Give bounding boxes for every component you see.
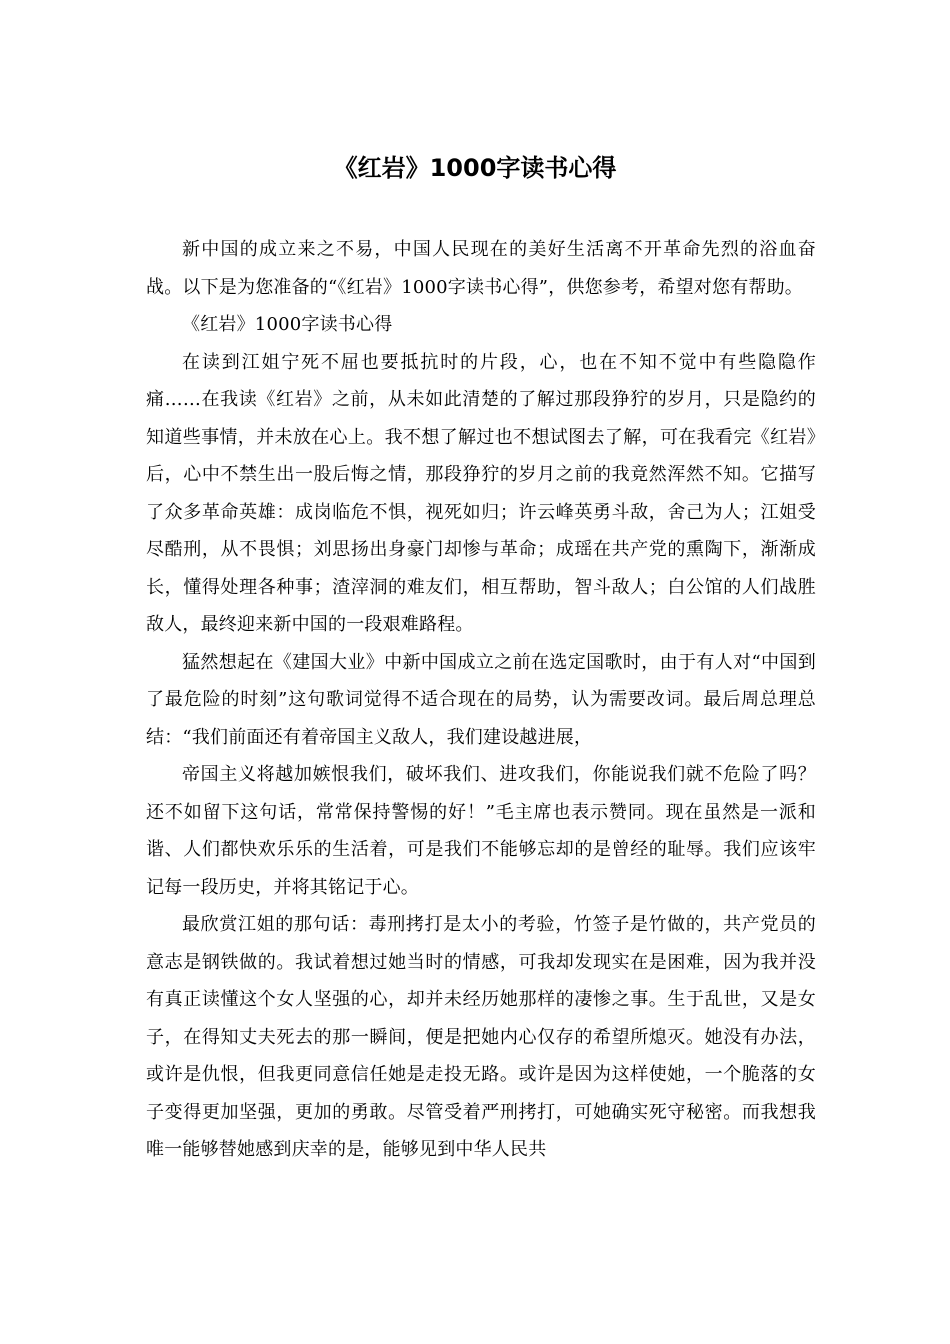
paragraph-body-4: 最欣赏江姐的那句话：毒刑拷打是太小的考验，竹签子是竹做的，共产党员的意志是钢铁做的。我试着想过她当时的情感，可我却发现实在是困难，因为我并没有真正读懂这个女人坚强的心，却并未经历她那样的凄惨之事。生于乱世，又是女子，在得知丈夫死去的那一瞬间，便是把她内心仅存的希望所熄灭。她没有办法，或许是仇恨，但我更同意信任她是走投无路。或许是因为这样使她，一个脆落的女子变得更加坚强，更加的勇敢。尽管受着严刑拷打，可她确实死守秘密。而我想我唯一能够替她感到庆幸的是，能够见到中华人民共: [146, 914, 816, 1160]
document-title: 《红岩》1000字读书心得: [333, 154, 617, 182]
paragraph-subtitle: 《红岩》1000字读书心得: [182, 314, 393, 335]
paragraph-body-3: 帝国主义将越加嫉恨我们，破坏我们、进攻我们，你能说我们就不危险了吗？还不如留下这句话，常常保持警惕的好！”毛主席也表示赞同。现在虽然是一派和谐、人们都快欢乐乐的生活着，可是我们不能够忘却的是曾经的耻辱。我们应该牢记每一段历史，并将其铭记于心。: [146, 764, 816, 898]
paragraph-body-2: 猛然想起在《建国大业》中新中国成立之前在选定国歌时，由于有人对“中国到了最危险的时刻”这句歌词觉得不适合现在的局势，认为需要改词。最后周总理总结：“我们前面还有着帝国主义敌人，我们建设越进展，: [146, 651, 816, 748]
paragraph-intro: 新中国的成立来之不易，中国人民现在的美好生活离不开革命先烈的浴血奋战。以下是为您准备的“《红岩》1000字读书心得”，供您参考，希望对您有帮助。: [146, 239, 816, 298]
paragraph-body-1: 在读到江姐宁死不屈也要抵抗时的片段，心，也在不知不觉中有些隐隐作痛……在我读《红岩》之前，从未如此清楚的了解过那段狰狞的岁月，只是隐约的知道些事情，并未放在心上。我不想了解过也不想试图去了解，可在我看完《红岩》后，心中不禁生出一股后悔之情，那段狰狞的岁月之前的我竟然浑然不知。它描写了众多革命英雄：成岗临危不惧，视死如归；许云峰英勇斗敌，舍己为人；江姐受尽酷刑，从不畏惧；刘思扬出身豪门却惨与革命；成瑶在共产党的熏陶下，渐渐成长，懂得处理各种事；渣滓洞的难友们，相互帮助，智斗敌人；白公馆的人们战胜敌人，最终迎来新中国的一段艰难路程。: [146, 351, 816, 635]
document-body: [146, 231, 816, 1169]
